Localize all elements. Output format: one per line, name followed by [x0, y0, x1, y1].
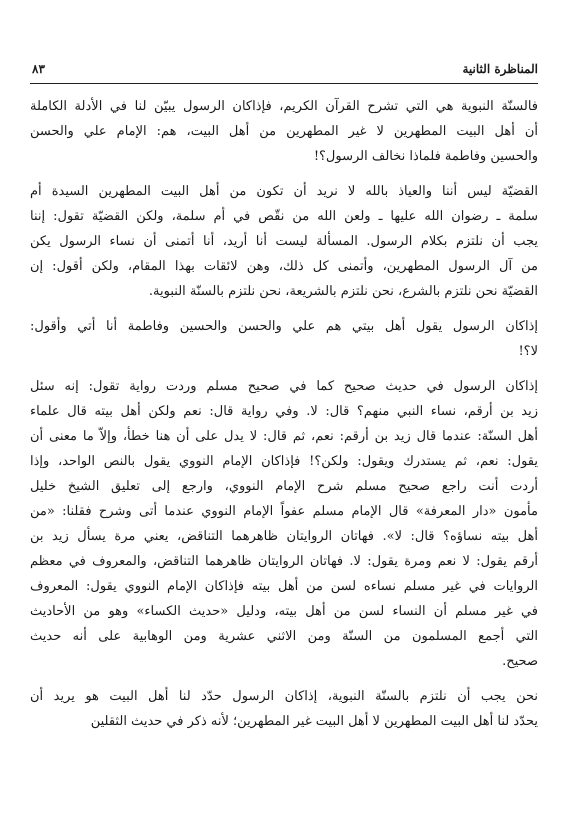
- text-line: القضيّة ليس أننا والعياذ بالله لا نريد أن تكون من أهل البيت المطهرين السيدة أم: [30, 184, 538, 199]
- text-line: صحيح.: [502, 654, 538, 669]
- paragraph-gap: [30, 304, 538, 314]
- text-line: يجب أن نلتزم بكلام الرسول. المسألة ليست أنا أريد، أنا أتمنى أن نساء الرسول يكن: [30, 234, 538, 249]
- text-line: من آل الرسول المطهرين، وأتمنى كل ذلك، وهن لائقات بهذا المقام، ولكن أقول: إن: [30, 259, 538, 274]
- text-line: القضيّة نحن نلتزم بالشرع، نحن نلتزم بالشريعة، نحن نلتزم بالسنّة النبوية.: [148, 284, 538, 299]
- text-line: أن أهل البيت المطهرين لا غير المطهرين من أهل البيت، هم: الإمام علي والحسن: [30, 124, 538, 139]
- paragraph: [30, 314, 538, 364]
- text-line: زيد بن أرقم، نساء النبي منهم؟ قال: لا. وفي رواية قال: نعم ولكن أهل بيته قال علماء: [30, 404, 538, 419]
- text-line: نحن يجب أن نلتزم بالسنّة النبوية، إذاكان الرسول حدّد لنا أهل البيت هو يريد أن: [30, 689, 538, 704]
- text-line: أهل السنّة: عندما قال زيد بن أرقم: نعم، ثم قال: لا يدل على أن هنا خطأ، وإلاّ ما معنى أن: [30, 429, 538, 444]
- chapter-title: المناظرة الثانية: [462, 62, 538, 76]
- page-body: [30, 94, 538, 734]
- text-line: فالسنّة النبوية هي التي تشرح القرآن الكريم، فإذاكان الرسول يبيّن لنا في الأدلة الكاملة: [30, 99, 538, 114]
- text-line: التي أجمع المسلمون من السنّة ومن الاثني عشرية ومن الوهابية على أنه حديث: [30, 629, 538, 644]
- text-line: إذاكان الرسول يقول أهل بيتي هم علي والحسن والحسين وفاطمة أنا أتي وأقول:: [30, 319, 538, 334]
- paragraph: [30, 94, 538, 169]
- text-line: في غير مسلم أن النساء لسن من أهل بيته، ودليل «حديث الكساء» وهو من الأحاديث: [30, 604, 538, 619]
- text-line: لا؟!: [518, 344, 538, 359]
- paragraph-gap: [30, 364, 538, 374]
- text-line: أردت أنت راجع صحيح مسلم شرح الإمام النووي، وارجع إلى تعليق الشيخ خليل: [30, 479, 538, 494]
- paragraph: [30, 374, 538, 674]
- paragraph-gap: [30, 674, 538, 684]
- text-line: يقول: نعم، ثم يستدرك ويقول: ولكن؟! فإذاكان الإمام النووي يقول بالنص الواحد، وإذا: [30, 454, 538, 469]
- page-number: ٨٣: [32, 62, 45, 76]
- paragraph: [30, 179, 538, 304]
- text-line: الروايات في غير مسلم نساءه لسن من أهل بيته فإذاكان الإمام النووي يقول: المعروف: [30, 579, 538, 594]
- paragraph-gap: [30, 169, 538, 179]
- running-header: [30, 60, 538, 82]
- text-line: مأمون «دار المعرفة» قال الإمام مسلم عفواً الإمام النووي عندما أتى وشرح فقلنا: «من: [30, 504, 538, 519]
- text-line: سلمة ـ رضوان الله عليها ـ ولعن الله من نقّص في أم سلمة، ولكن القضيّة تقول: إننا: [30, 209, 538, 224]
- text-line: والحسين وفاطمة فلماذا نخالف الرسول؟!: [313, 149, 538, 164]
- paragraph: [30, 684, 538, 734]
- text-line: إذاكان الرسول في حديث صحيح كما في صحيح مسلم وردت رواية تقول: إنه سئل: [30, 379, 538, 394]
- text-line: أهل بيته نساؤه؟ قال: لا». فهاتان الروايتان ظاهرهما التناقض، يعني مرة يسأل زيد بن: [30, 529, 538, 544]
- text-line: أرقم يقول: لا نعم ومرة يقول: لا. فهاتان الروايتان ظاهرهما التناقض، والمعروف في معظم: [30, 554, 538, 569]
- text-line: يحدّد لنا أهل البيت المطهرين لا أهل البيت غير المطهرين؛ لأنه ذكر في حديث الثقلين: [90, 714, 538, 729]
- header-rule: [30, 83, 538, 84]
